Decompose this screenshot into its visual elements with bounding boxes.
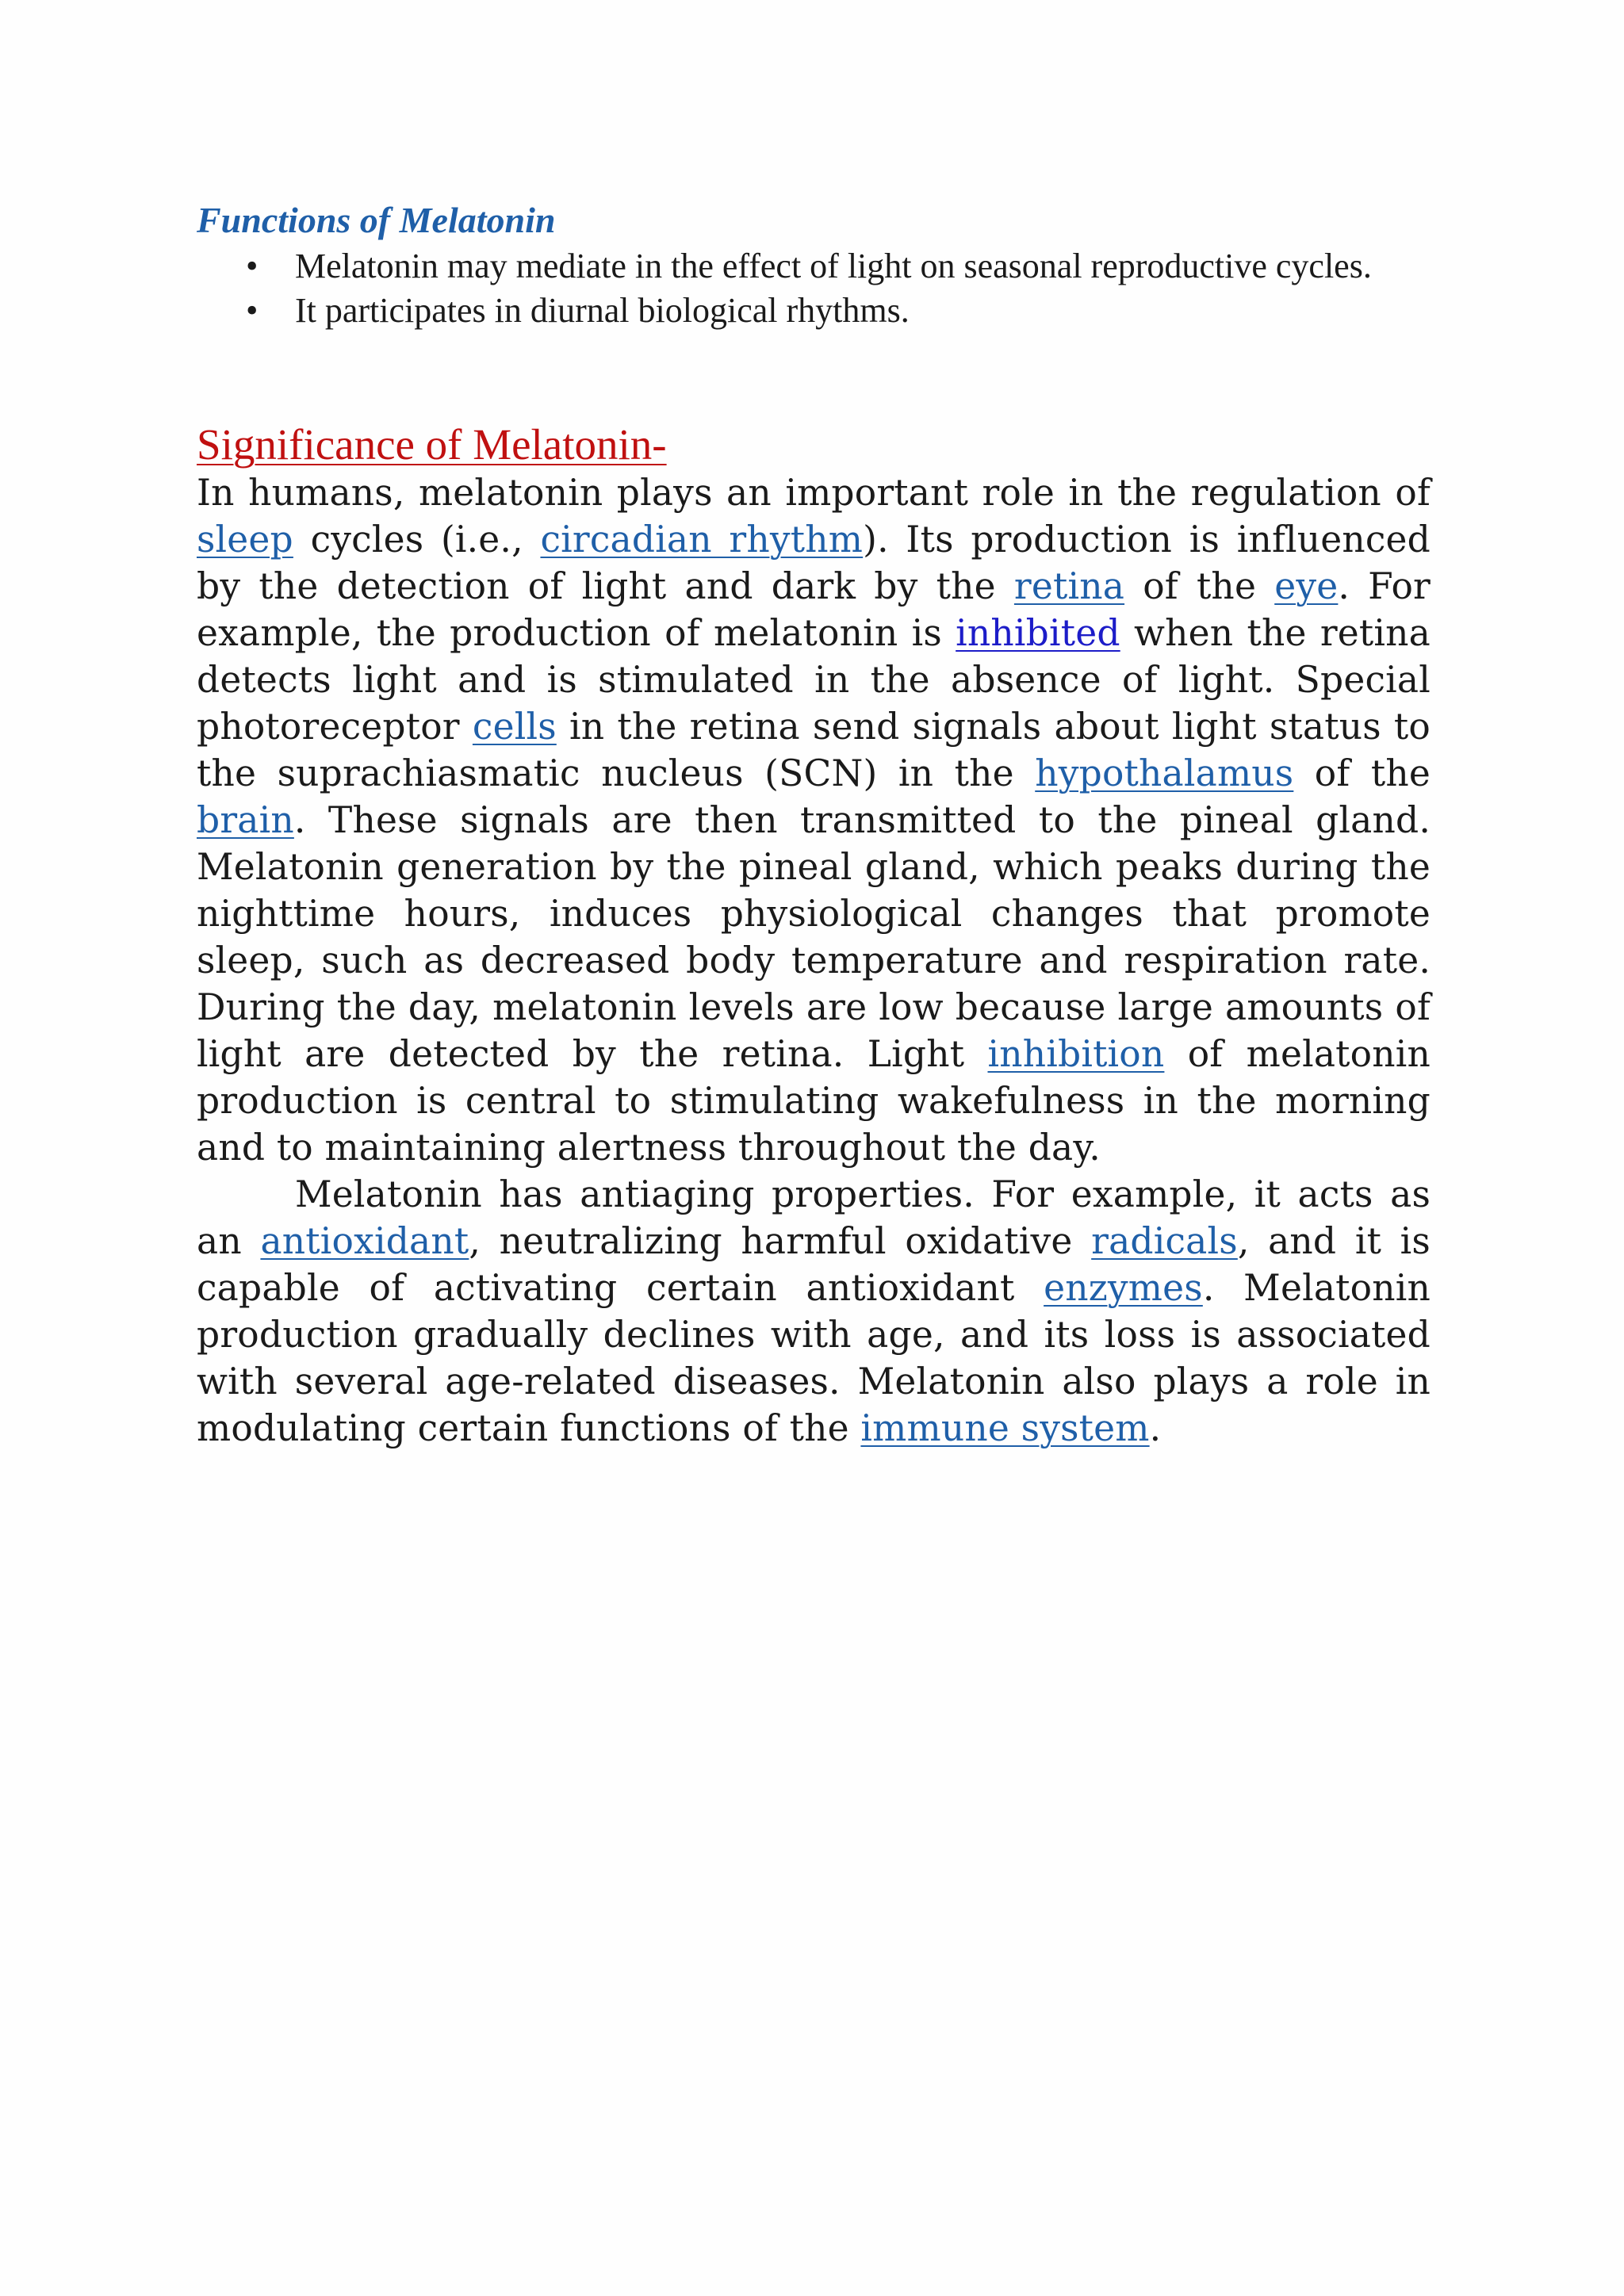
link-cells[interactable]: cells: [472, 706, 557, 748]
link-inhibited[interactable]: inhibited: [956, 612, 1120, 654]
paragraph-text: when the retina detects light and is stimulated in the absence of light. Special photoreceptor: [197, 612, 1431, 748]
link-retina[interactable]: retina: [1013, 565, 1125, 607]
paragraph-text: . Melatonin production gradually declines with age, and its loss is associated with several age-related diseases. Melatonin also plays a role in modulating certain functions of the: [197, 1267, 1431, 1449]
paragraph-text: . For example, the production of melatonin is: [197, 565, 1431, 654]
functions-list: [197, 244, 1434, 333]
link-brain[interactable]: brain: [197, 799, 294, 841]
paragraph-text: . These signals are then transmitted to the pineal gland. Melatonin generation by the pineal gland, which peaks during the nighttime hours, induces physiological changes that promote sleep, such as decreased body temperature and respiration rate. During the day, melatonin levels are low because large amounts of light are detected by the retina. Light: [197, 799, 1431, 1075]
link-inhibition[interactable]: inhibition: [987, 1033, 1165, 1075]
functions-heading: Functions of Melatonin: [197, 200, 556, 240]
link-eye[interactable]: eye: [1274, 565, 1339, 607]
paragraph-text: of the: [1293, 752, 1431, 794]
list-item: [197, 289, 1484, 333]
list-item-text: It participates in diurnal biological rhythms.: [295, 291, 910, 330]
paragraph-text: of melatonin production is central to stimulating wakefulness in the morning and to maintaining alertness throughout the day.: [197, 1033, 1431, 1169]
paragraph-text: In humans, melatonin plays an important role in the regulation of: [197, 472, 1431, 514]
link-circadian-rhythm[interactable]: circadian rhythm: [540, 519, 864, 561]
link-antioxidant[interactable]: antioxidant: [260, 1220, 469, 1262]
list-item-text: Melatonin may mediate in the effect of light on seasonal reproductive cycles.: [295, 247, 1372, 285]
bullet-icon: •: [246, 247, 259, 285]
paragraph-text: in the retina send signals about light status to the suprachiasmatic nucleus (SCN) in the: [197, 706, 1431, 794]
significance-paragraph-2: [197, 1171, 1431, 1452]
link-enzymes[interactable]: enzymes: [1044, 1267, 1203, 1309]
paragraph-text: .: [1149, 1407, 1162, 1449]
significance-section: [197, 420, 1431, 1452]
paragraph-text: cycles (i.e.,: [293, 519, 541, 561]
functions-section: [197, 197, 1434, 333]
significance-paragraph-1: [197, 469, 1431, 1171]
paragraph-text: ). Its production is influenced by the detection of light and dark by the: [197, 519, 1431, 607]
paragraph-text: , and it is capable of activating certain antioxidant: [197, 1220, 1431, 1309]
list-item: [197, 244, 1484, 289]
significance-heading: Significance of Melatonin-: [197, 420, 667, 469]
paragraph-text: , neutralizing harmful oxidative: [469, 1220, 1092, 1262]
link-hypothalamus[interactable]: hypothalamus: [1035, 752, 1294, 794]
link-sleep[interactable]: sleep: [197, 519, 293, 561]
paragraph-text: Melatonin has antiaging properties. For example, it acts as an: [197, 1173, 1431, 1262]
bullet-icon: •: [246, 291, 259, 330]
link-immune-system[interactable]: immune system: [860, 1407, 1150, 1449]
paragraph-text: of the: [1124, 565, 1275, 607]
link-radicals[interactable]: radicals: [1091, 1220, 1238, 1262]
